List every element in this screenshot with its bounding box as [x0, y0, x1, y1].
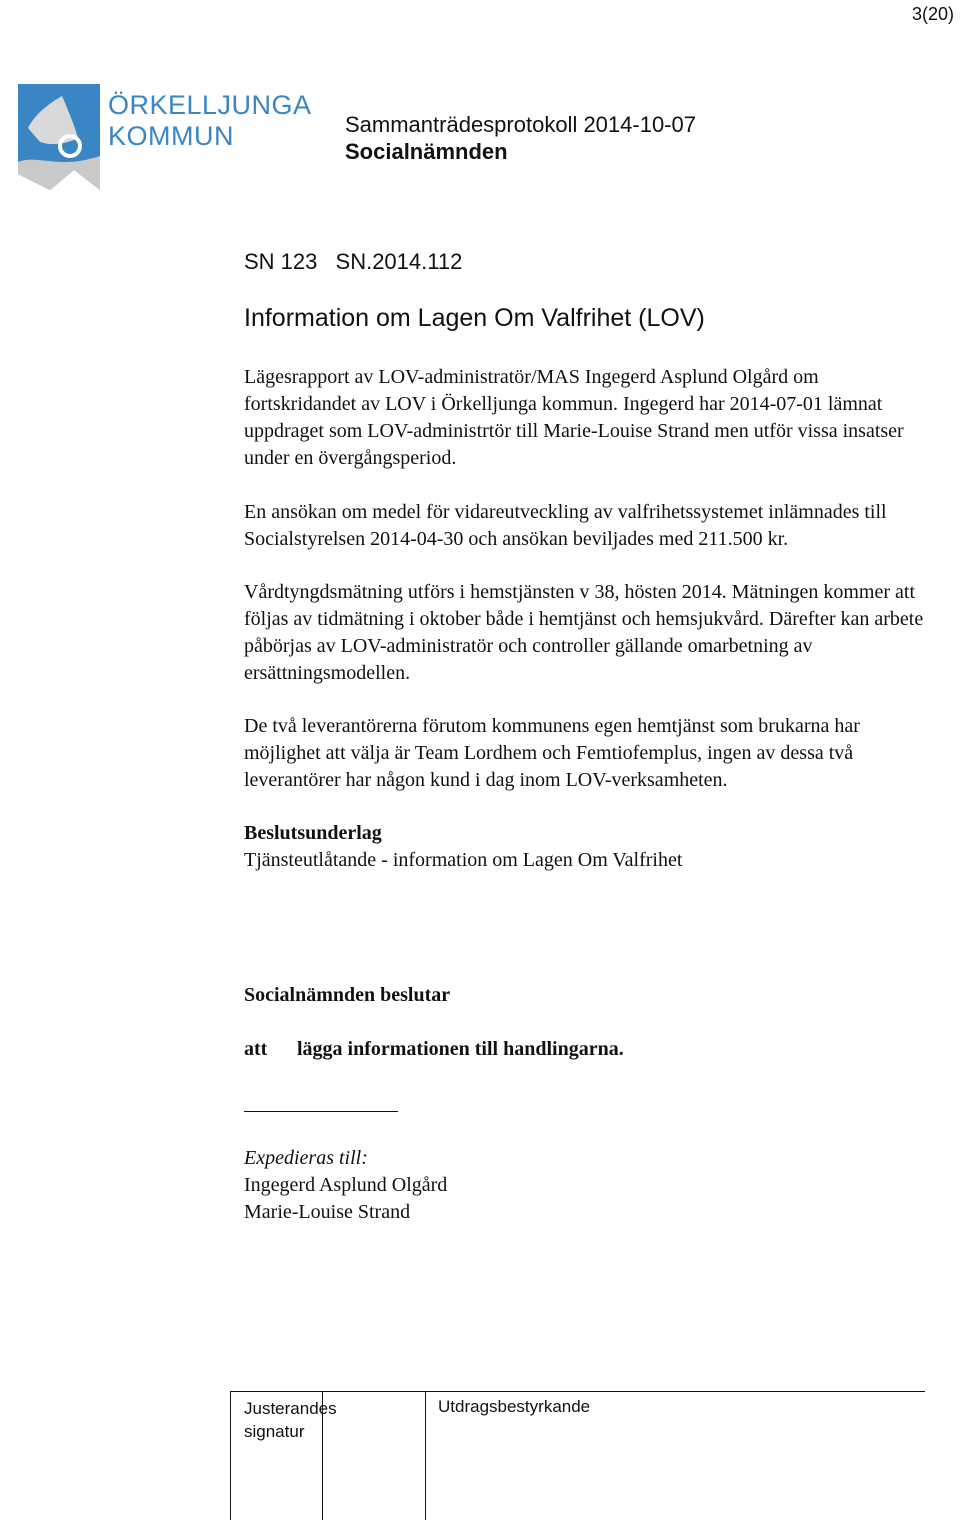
separator-line — [244, 1111, 398, 1112]
paragraph-application: En ansökan om medel för vidareutveckling av valfrihetssystemet inlämnades till Socialstyrelsen 2014-04-30 och ansökan beviljades med 211.500 kr. — [244, 501, 887, 550]
extract-label: Utdragsbestyrkande — [438, 1397, 591, 1416]
page-number: 3(20) — [911, 4, 954, 24]
committee-name: Socialnämnden — [345, 139, 508, 164]
sn-number: SN 123 — [244, 249, 318, 274]
footer-divider — [425, 1391, 426, 1520]
distribution-label: Expedieras till: — [244, 1147, 368, 1169]
section-title: Information om Lagen Om Valfrihet (LOV) — [244, 304, 705, 332]
signature-label-line-1: Justerandes — [244, 1399, 337, 1418]
decision-line — [244, 1038, 624, 1061]
protocol-title: Sammanträdesprotokoll 2014-10-07 — [345, 112, 696, 137]
paragraph-suppliers: De två leverantörerna förutom kommunens egen hemtjänst som brukarna har möjlighet att välja är Team Lordhem och Femtiofemplus, ingen av dessa två leverantörer har någon kund i dag inom LOV-verksamheten. — [244, 715, 860, 791]
paragraph-measurement: Vårdtyngdsmätning utförs i hemstjänsten v 38, hösten 2014. Mätningen kommer att följas av tidmätning i oktober både i hemtjänst och hemsjukvård. Därefter kan arbete påbörjas av LOV-administratör och controller gällande omarbetning av ersättningsmodellen. — [244, 581, 924, 684]
decision-prefix: att — [244, 1038, 268, 1060]
logo-wordmark — [108, 90, 312, 152]
case-reference: SN.2014.112 — [335, 249, 463, 274]
paragraph-status-report: Lägesrapport av LOV-administratör/MAS Ingegerd Asplund Olgård om fortskridandet av LOV i Örkelljunga kommun. Ingegerd har 2014-07-01 lämnat uppdraget som LOV-administrtör till Marie-Louise Strand men utför vissa insatser under en övergångsperiod. — [244, 366, 904, 469]
recipient: Marie-Louise Strand — [244, 1201, 411, 1223]
logo-line-2: KOMMUN — [108, 121, 234, 151]
footer-divider — [230, 1391, 231, 1520]
recipient: Ingegerd Asplund Olgård — [244, 1174, 448, 1196]
logo-line-1: ÖRKELLJUNGA — [108, 90, 312, 120]
signature-label-line-2: signatur — [244, 1422, 305, 1441]
decision-heading: Socialnämnden beslutar — [244, 984, 451, 1006]
distribution-list — [244, 1145, 447, 1226]
signature-label — [244, 1397, 337, 1443]
basis-heading: Beslutsunderlag — [244, 822, 382, 844]
basis-text: Tjänsteutlåtande - information om Lagen Om Valfrihet — [244, 849, 683, 871]
footer-rule — [230, 1391, 925, 1392]
body-text — [244, 364, 924, 900]
case-number-line — [244, 249, 474, 275]
decision-text: lägga informationen till handlingarna. — [297, 1038, 624, 1060]
